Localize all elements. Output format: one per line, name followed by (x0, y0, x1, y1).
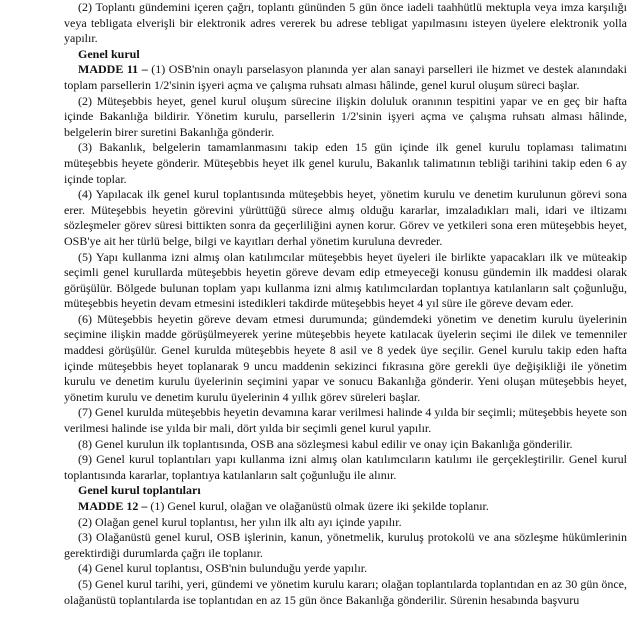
madde-11-paragraph-6: (6) Müteşebbis heyetin göreve devam etmesi durumunda; gündemdeki yönetim ve denetim kurulu üyelerinin seçimine ilişkin madde görüşülmeyerek yerine müteşebbis heyete katılacak üyelerin seçimi ile dilek ve temenniler maddesi görüşülür. Genel kurulda müteşebbis heyete 8 asil ve 8 yedek üye seçilir. Genel kurulu takip eden hafta içinde müteşebbis heyet toplanarak 9 uncu maddenin sekizinci fıkrasına göre gerekli üye değişikliği ile yönetim kurulu ve denetim kurulu üyelerinin seçimini yapar ve sonucu Bakanlığa gönderir. Yeni oluşan müteşebbis heyet, yönetim kurulu ve denetim kurulu üyelerinin 4 yıllık görev süreleri başlar. (64, 311, 627, 404)
section-heading-genel-kurul-toplantilari: Genel kurul toplantıları (78, 483, 201, 498)
madde-12-label: MADDE 12 – (78, 499, 148, 513)
madde-11-p1-text: (1) OSB'nin onaylı parselasyon planında yer alan sanayi parselleri ile hizmet ve destek alanındaki toplam parsellerin 1/2'sinin işyeri açma ve çalışma ruhsatı alması hâlinde, genel kurul oluşum süreci başlar. (64, 62, 628, 92)
madde-12-paragraph-1 (64, 499, 627, 515)
section-heading-genel-kurul: Genel kurul (78, 46, 140, 61)
madde-11-paragraph-4: (4) Yapılacak ilk genel kurul toplantısında müteşebbis heyet, yönetim kurulu ve denetim kurulunun görevi sona erer. Müteşebbis heyetin görevini yürüttüğü sürece almış olduğu kararlar, imzaladıkları mali, idari ve iltizamı sözleşmeler görev süresi bittikten sonra da geçerliliğini aynen korur. Görev ve yetkileri sona eren müteşebbis heyet, OSB'ye ait her türlü belge, bilgi ve kayıtları derhal yönetim kuruluna devreder. (64, 187, 627, 248)
madde-11-label: MADDE 11 – (78, 62, 148, 77)
madde-12-paragraph-4: (4) Genel kurul toplantısı, OSB'nin bulunduğu yerde yapılır. (78, 561, 368, 576)
document-page (64, 0, 627, 608)
madde-11-paragraph-1 (64, 62, 627, 93)
madde-12-paragraph-3: (3) Olağanüstü genel kurul, OSB işlerinin, kanun, yönetmelik, kuruluş protokolü ve ana sözleşme hükümlerinin gerektirdiği durumlarda çağrı ile toplanır. (64, 530, 627, 560)
madde-11-paragraph-2: (2) Müteşebbis heyet, genel kurul oluşum sürecine ilişkin doluluk oranının tespitini yapar ve en geç bir hafta içinde Bakanlığa bildirir. Yönetim kurulu, parsellerin 1/2'sinin işyeri açma ve çalışma ruhsatı alması hâlinde, belgelerin birer suretini Bakanlığa gönderir. (64, 93, 627, 139)
madde-12-paragraph-5: (5) Genel kurul tarihi, yeri, gündemi ve yönetim kurulu kararı; olağan toplantılarda toplantıdan en az 30 gün önce, olağanüstü toplantılarda ise toplantıdan en az 15 gün önce Bakanlığa gönderilir. Sürenin hesabında başvuru (64, 576, 627, 607)
madde-11-paragraph-3: (3) Bakanlık, belgelerin tamamlanmasını takip eden 15 gün içinde ilk genel kurulu toplaması talimatını müteşebbis heyete gönderir. Müteşebbis heyet ilk genel kurulu, Bakanlık talimatının tebliği tarihini takip eden 6 ay içinde toplar. (64, 140, 627, 186)
madde-11-paragraph-7: (7) Genel kurulda müteşebbis heyetin devamına karar verilmesi halinde 4 yılda bir seçimli; müteşebbis heyete son verilmesi halinde ise yılda bir mali, dört yılda bir seçimli genel kurul yapılır. (64, 405, 627, 436)
madde-11-paragraph-9: (9) Genel kurul toplantıları yapı kullanma izni almış olan katılımcıların katılımı ile gerçekleştirilir. Genel kurul toplantısında kararlar, toplantıya katılanların salt çoğunluğu ile alınır. (64, 452, 627, 482)
intro-paragraph: (2) Toplantı gündemini içeren çağrı, toplantı gününden 5 gün önce iadeli taahhütlü mektupla veya imza karşılığı veya tebligata elverişli bir elektronik adres vererek bu adrese tebligat yapılmasını isteyen üyelere elektronik yolla yapılır. (64, 0, 627, 46)
madde-11-paragraph-5: (5) Yapı kullanma izni almış olan katılımcılar müteşebbis heyet üyeleri ile birlikte yapacakları ilk ve müteakip seçimli genel kurullarda müteşebbis heyetin göreve devam edip etmeyeceği konusu gündemin ilk maddesi olarak görüşülür. Bölgede bulunan toplam yapı kullanma izni almış katılımcılardan toplantıya katılanların salt çoğunluğu, müteşebbis heyetin devam etmesini istedikleri takdirde müteşebbis heyet 4 yıl süre ile göreve devam eder. (64, 249, 627, 311)
madde-11-paragraph-8: (8) Genel kurulun ilk toplantısında, OSB ana sözleşmesi kabul edilir ve onay için Bakanlığa gönderilir. (78, 436, 573, 451)
madde-12-p1-text: (1) Genel kurul, olağan ve olağanüstü olmak üzere iki şekilde toplanır. (150, 499, 489, 513)
madde-12-paragraph-2: (2) Olağan genel kurul toplantısı, her yılın ilk altı ayı içinde yapılır. (78, 514, 402, 529)
